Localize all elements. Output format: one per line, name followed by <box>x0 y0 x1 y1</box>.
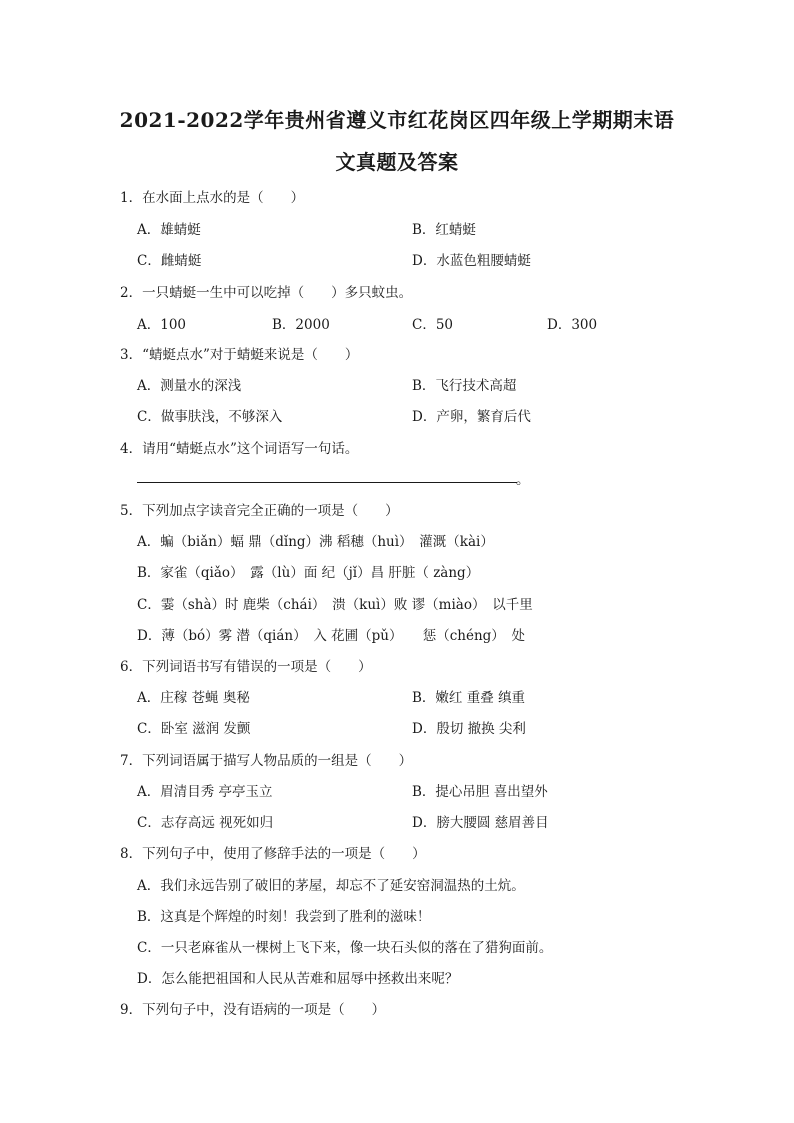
question-1-option-a: A．雄蜻蜓 <box>137 222 201 238</box>
question-2-option-a: A．100 <box>137 317 187 333</box>
question-7-option-c: C．志存高远 视死如归 <box>137 815 274 831</box>
question-2-option-b: B．2000 <box>272 317 330 333</box>
question-7-option-b: B．提心吊胆 喜出望外 <box>412 784 548 800</box>
question-2-stem: 2．一只蜻蜓一生中可以吃掉（ ）多只蚊虫。 <box>120 285 413 301</box>
question-1-option-c: C．雌蜻蜓 <box>137 253 202 269</box>
question-7-option-d: D．膀大腰圆 慈眉善目 <box>412 815 549 831</box>
question-6-stem: 6．下列词语书写有错误的一项是（ ） <box>120 659 372 675</box>
question-3-stem: 3．“蜻蜓点水”对于蜻蜓来说是（ ） <box>120 347 359 363</box>
question-6-option-a: A．庄稼 苍蝇 奥秘 <box>137 690 250 706</box>
question-2-option-d: D．300 <box>547 317 598 333</box>
question-5-option-d: D．薄（bó）雾 潜（qián） 入 花圃（pǔ） 惩（chéng） 处 <box>137 628 526 644</box>
question-7-option-a: A．眉清目秀 亭亭玉立 <box>137 784 273 800</box>
question-7-stem: 7．下列词语属于描写人物品质的一组是（ ） <box>120 753 413 769</box>
question-6-option-d: D．殷切 撤换 尖利 <box>412 721 526 737</box>
question-5-option-b: B．家雀（qiǎo） 露（lù）面 纪（jǐ）昌 肝脏（ zàng） <box>137 565 480 581</box>
question-6-option-c: C．卧室 滋润 发颤 <box>137 721 251 737</box>
question-5-option-a: A．蝙（biǎn）蝠 鼎（dǐng）沸 稻穗（huì） 灌溉（kài） <box>137 534 494 550</box>
question-8-stem: 8．下列句子中，使用了修辞手法的一项是（ ） <box>120 846 426 862</box>
question-2-option-c: C．50 <box>412 317 454 333</box>
answer-end-mark: 。 <box>516 472 530 488</box>
question-6-option-b: B．嫩红 重叠 缜重 <box>412 690 526 706</box>
question-3-option-d: D．产卵，繁育后代 <box>412 409 531 425</box>
question-3-option-c: C．做事肤浅，不够深入 <box>137 409 283 425</box>
question-9-stem: 9．下列句子中，没有语病的一项是（ ） <box>120 1002 386 1018</box>
question-8-option-a: A．我们永远告别了破旧的茅屋，却忘不了延安窑洞温热的土炕。 <box>137 878 525 894</box>
question-8-option-d: D．怎么能把祖国和人民从苦难和屈辱中拯救出来呢？ <box>137 971 459 987</box>
question-8-option-c: C．一只老麻雀从一棵树上飞下来，像一块石头似的落在了猎狗面前。 <box>137 940 553 956</box>
exam-title-line-1: 2021-2022学年贵州省遵义市红花岗区四年级上学期期末语 <box>119 108 675 132</box>
question-8-option-b: B．这真是个辉煌的时刻！我尝到了胜利的滋味！ <box>137 909 431 925</box>
question-5-option-c: C．霎（shà）时 鹿柴（chái） 溃（kuì）败 谬（miào） 以千里 <box>137 597 533 613</box>
question-1-option-d: D．水蓝色粗腰蜻蜓 <box>412 253 531 269</box>
question-1-stem: 1．在水面上点水的是（ ） <box>120 190 305 206</box>
question-4-stem: 4．请用“蜻蜓点水”这个词语写一句话。 <box>120 441 359 457</box>
answer-blank-line <box>137 482 517 483</box>
question-3-option-b: B．飞行技术高超 <box>412 378 517 394</box>
question-1-option-b: B．红蜻蜓 <box>412 222 476 238</box>
question-5-stem: 5．下列加点字读音完全正确的一项是（ ） <box>120 503 399 519</box>
exam-title-line-2: 文真题及答案 <box>335 150 459 174</box>
question-3-option-a: A．测量水的深浅 <box>137 378 242 394</box>
